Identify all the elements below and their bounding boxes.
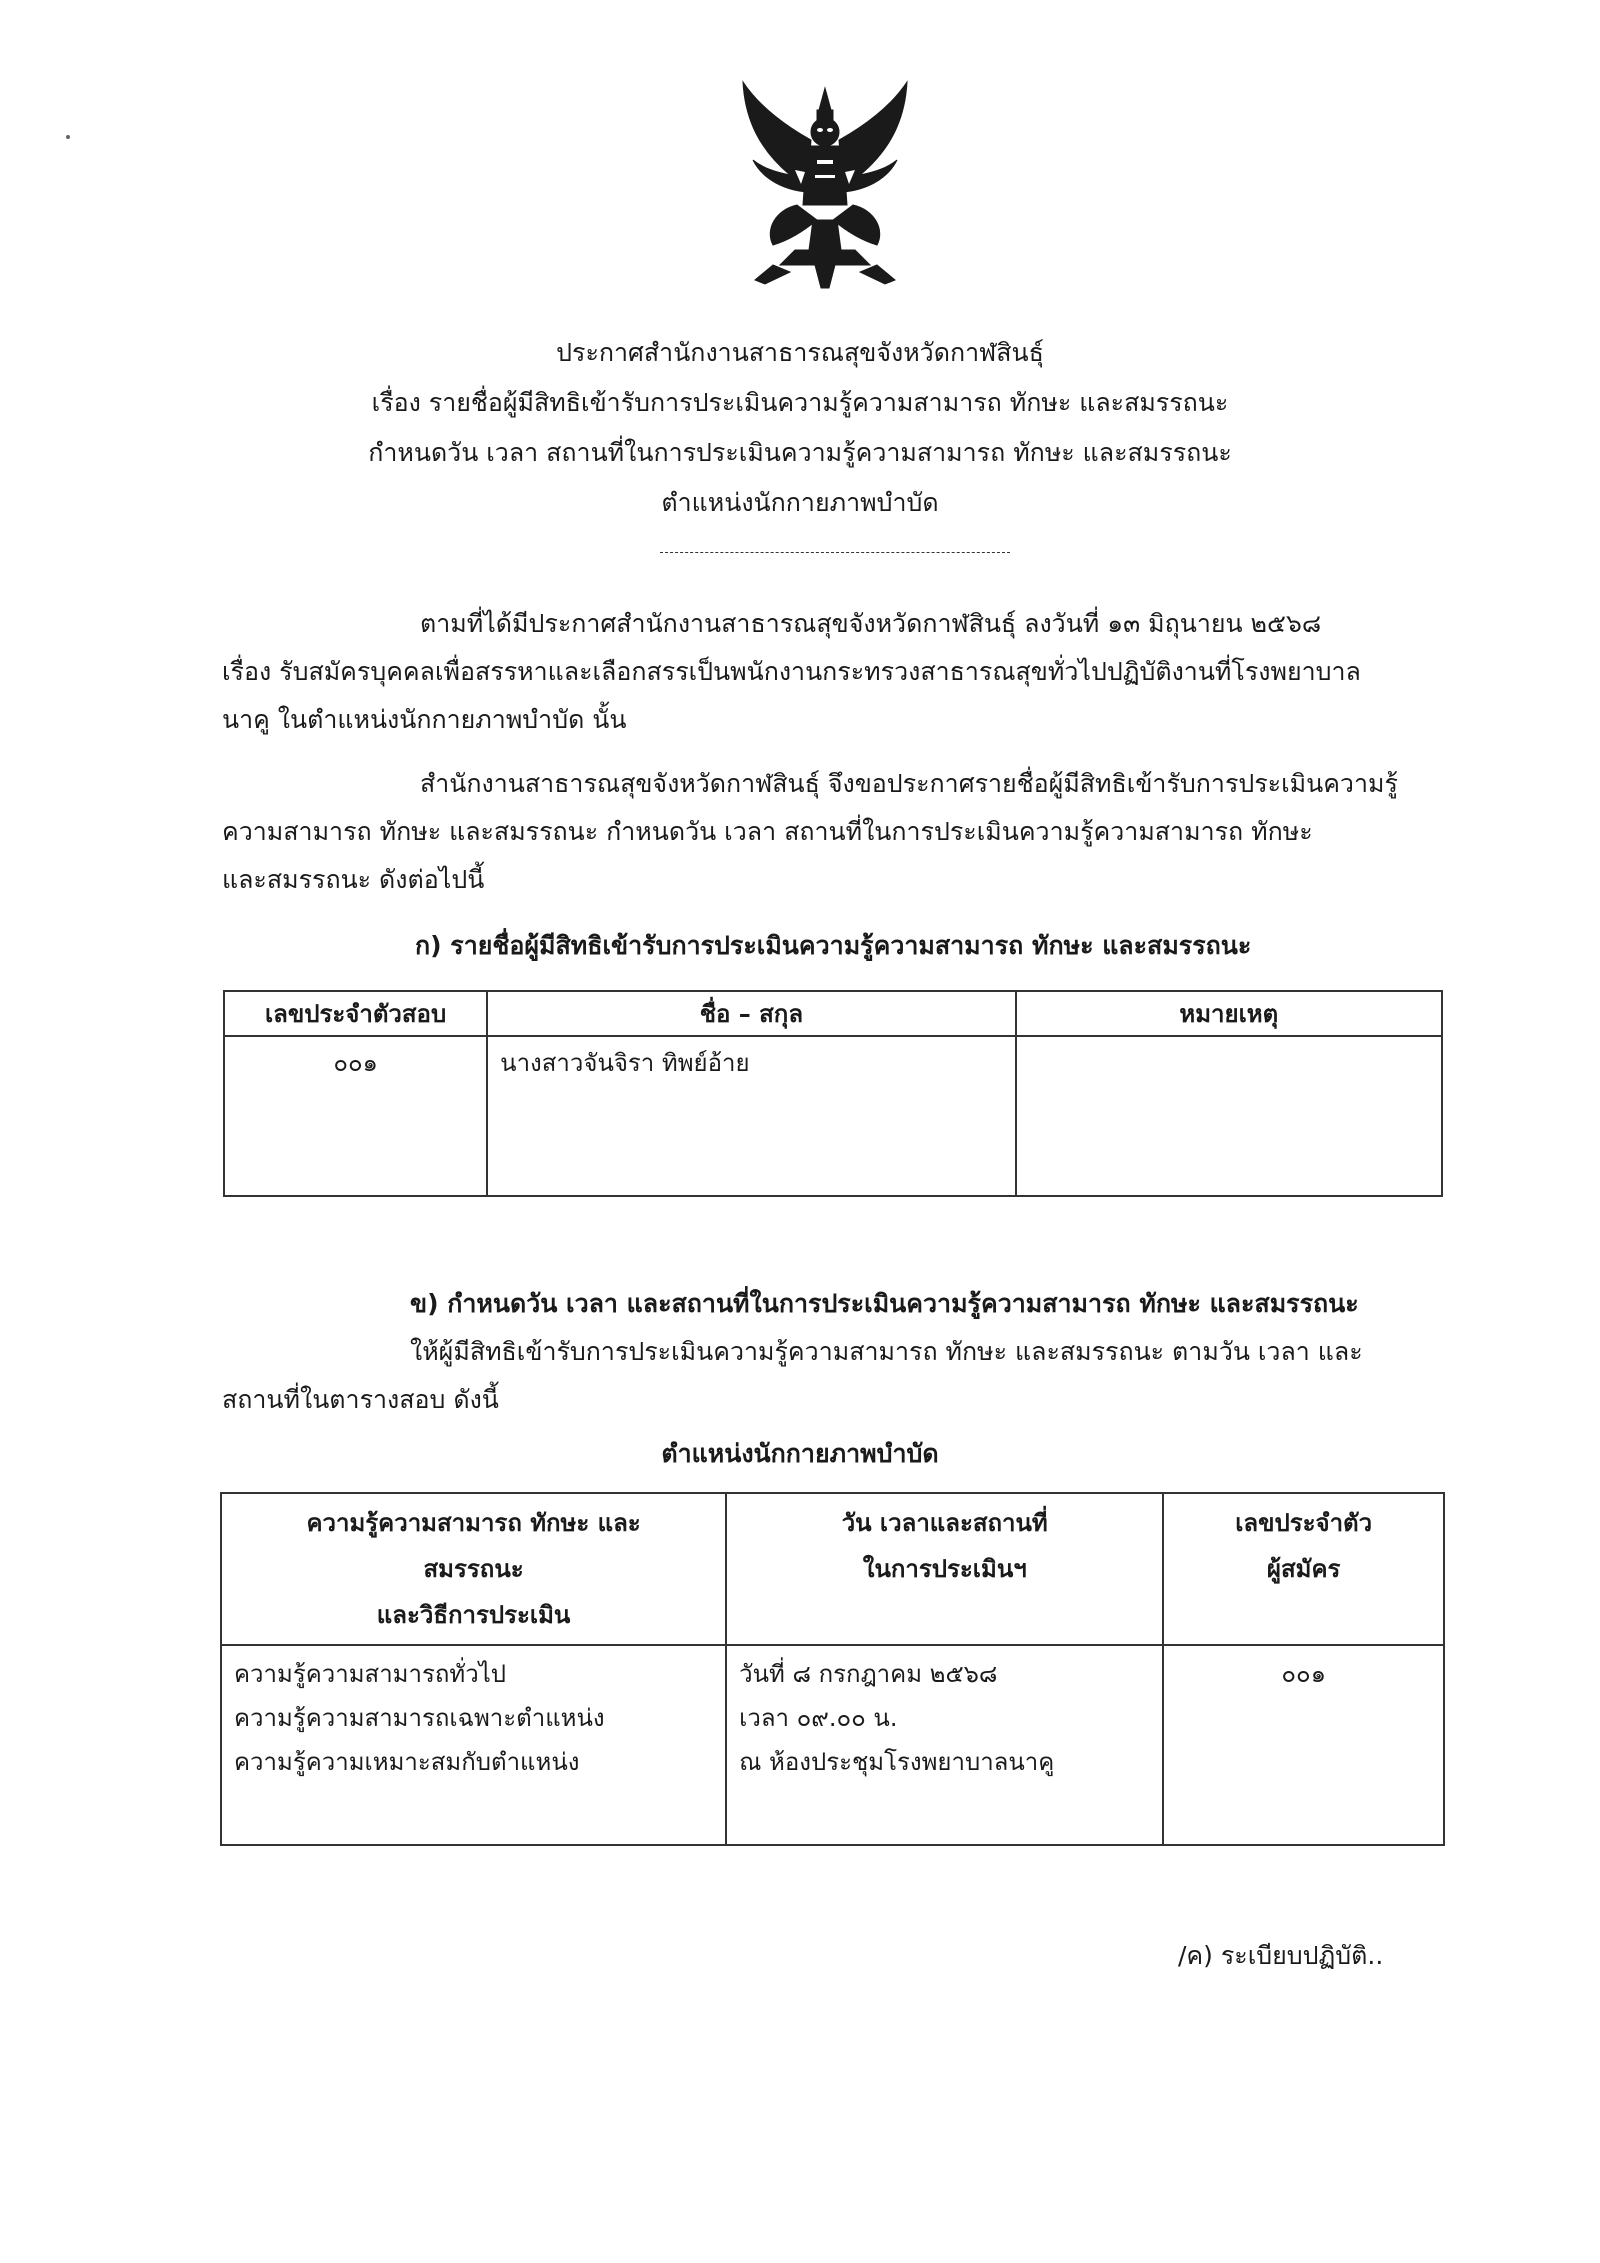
schedule-date: วันที่ ๘ กรกฎาคม ๒๕๖๘ <box>739 1660 998 1688</box>
applicant-id-cell: ๐๐๑ <box>1163 1645 1444 1845</box>
column-header: เลขประจำตัวสอบ <box>224 991 487 1036</box>
continuation-note: /ค) ระเบียบปฏิบัติ.. <box>1178 1941 1384 1970</box>
topics-cell <box>221 1645 726 1845</box>
column-header: ชื่อ – สกุล <box>487 991 1015 1036</box>
subject-line-2: กำหนดวัน เวลา สถานที่ในการประเมินความรู้ความสามารถ ทักษะ และสมรรถนะ <box>368 438 1232 467</box>
header-text: สมรรถนะ <box>423 1555 524 1583</box>
section-b-intro-line2: สถานที่ในตารางสอบ ดังนี้ <box>222 1385 499 1414</box>
para1-line3: นาคู ในตำแหน่งนักกายภาพบำบัด นั้น <box>222 705 627 734</box>
para2-line1: สำนักงานสาธารณสุขจังหวัดกาฬสินธุ์ จึงขอประกาศรายชื่อผู้มีสิทธิเข้ารับการประเมินความรู้ <box>420 769 1398 798</box>
header-text: ในการประเมินฯ <box>862 1555 1027 1583</box>
column-header-schedule <box>726 1493 1163 1645</box>
table-header-row <box>224 991 1442 1036</box>
schedule-cell <box>726 1645 1163 1845</box>
topic-item: ความรู้ความเหมาะสมกับตำแหน่ง <box>234 1748 580 1776</box>
garuda-emblem-icon <box>735 80 915 290</box>
para1-line2: เรื่อง รับสมัครบุคคลเพื่อสรรหาและเลือกสรรเป็นพนักงานกระทรวงสาธารณสุขทั่วไปปฏิบัติงานที่โรงพยาบาล <box>222 657 1361 686</box>
topic-item: ความรู้ความสามารถทั่วไป <box>234 1660 506 1688</box>
schedule-table <box>220 1492 1445 1846</box>
column-header-applicant-id <box>1163 1493 1444 1645</box>
table-row <box>224 1036 1442 1196</box>
schedule-table-title: ตำแหน่งนักกายภาพบำบัด <box>661 1439 939 1468</box>
position-title: ตำแหน่งนักกายภาพบำบัด <box>661 488 939 517</box>
table-row <box>221 1645 1444 1845</box>
header-text: วัน เวลาและสถานที่ <box>841 1509 1048 1537</box>
section-a-heading: ก) รายชื่อผู้มีสิทธิเข้ารับการประเมินความรู้ความสามารถ ทักษะ และสมรรถนะ <box>415 931 1252 960</box>
schedule-place: ณ ห้องประชุมโรงพยาบาลนาคู <box>739 1748 1055 1776</box>
candidate-id: ๐๐๑ <box>224 1036 487 1196</box>
topic-item: ความรู้ความสามารถเฉพาะตำแหน่ง <box>234 1704 605 1732</box>
para2-line2: ความสามารถ ทักษะ และสมรรถนะ กำหนดวัน เวลา สถานที่ในการประเมินความรู้ความสามารถ ทักษะ <box>222 817 1313 846</box>
candidate-table <box>223 990 1443 1197</box>
table-header-row <box>221 1493 1444 1645</box>
section-b-heading: ข) กำหนดวัน เวลา และสถานที่ในการประเมินความรู้ความสามารถ ทักษะ และสมรรถนะ <box>410 1289 1359 1318</box>
separator-line <box>660 552 1010 553</box>
candidate-note <box>1016 1036 1442 1196</box>
section-b-intro-line1: ให้ผู้มีสิทธิเข้ารับการประเมินความรู้ความสามารถ ทักษะ และสมรรถนะ ตามวัน เวลา และ <box>410 1337 1363 1366</box>
announcement-title: ประกาศสำนักงานสาธารณสุขจังหวัดกาฬสินธุ์ <box>556 338 1044 367</box>
header-text: ผู้สมัคร <box>1266 1555 1341 1583</box>
scan-speck <box>66 135 70 139</box>
header-text: เลขประจำตัว <box>1235 1509 1373 1537</box>
header-text: ความรู้ความสามารถ ทักษะ และ <box>306 1509 641 1537</box>
header-text: และวิธีการประเมิน <box>376 1601 571 1629</box>
candidate-name: นางสาวจันจิรา ทิพย์อ้าย <box>487 1036 1015 1196</box>
schedule-time: เวลา ๐๙.๐๐ น. <box>739 1704 898 1732</box>
para2-line3: และสมรรถนะ ดังต่อไปนี้ <box>222 865 485 894</box>
subject-line: เรื่อง รายชื่อผู้มีสิทธิเข้ารับการประเมินความรู้ความสามารถ ทักษะ และสมรรถนะ <box>371 388 1229 417</box>
column-header-topics <box>221 1493 726 1645</box>
para1-line1: ตามที่ได้มีประกาศสำนักงานสาธารณสุขจังหวัดกาฬสินธุ์ ลงวันที่ ๑๓ มิถุนายน ๒๕๖๘ <box>420 609 1322 638</box>
column-header: หมายเหตุ <box>1016 991 1442 1036</box>
